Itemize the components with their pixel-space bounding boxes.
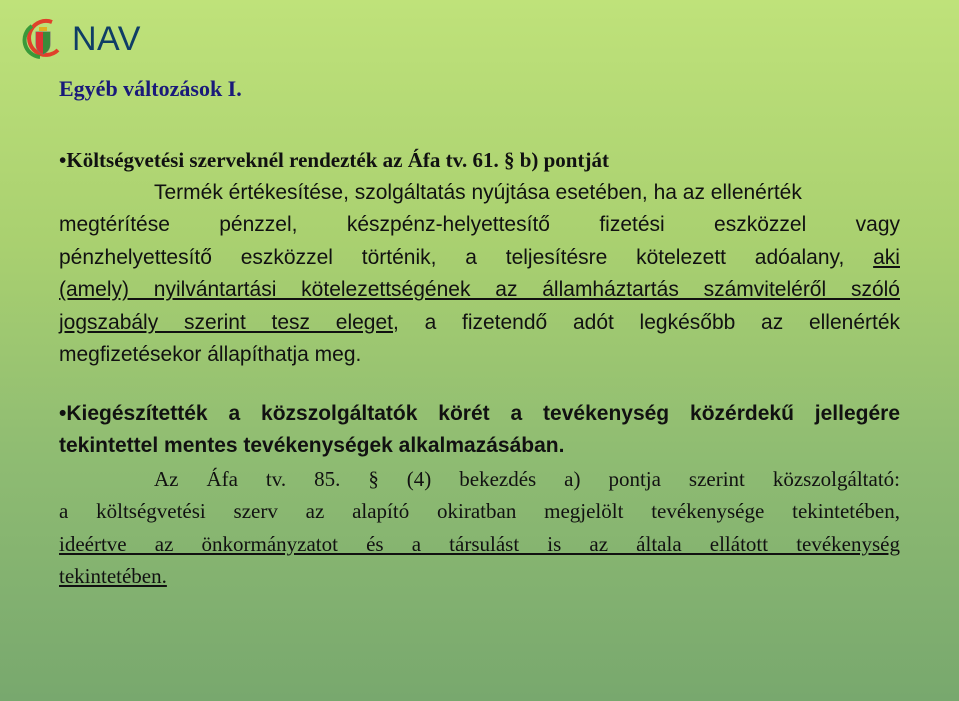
page-title: Egyéb változások I. [59, 76, 242, 101]
text-line: Termék értékesítése, szolgáltatás nyújtása esetében, ha az ellenérték [154, 180, 802, 204]
text-span: pénzhelyettesítő eszközzel történik, a teljesítésre kötelezett adóalany, [59, 245, 845, 269]
bullet: • [59, 401, 67, 425]
text-line [59, 242, 900, 275]
bullet: • [59, 148, 67, 172]
paragraph-2-heading [59, 398, 900, 431]
underlined-text: aki [873, 245, 900, 269]
paragraph-1-heading [59, 144, 900, 177]
text-line: Az Áfa tv. 85. § (4) bekezdés a) pontja szerint közszolgáltató: [154, 466, 900, 491]
underlined-text: jogszabály szerint tesz eleget [59, 310, 394, 334]
text-span: , a fizetendő adót legkésőbb az ellenérték [393, 310, 900, 334]
slide-body [59, 144, 900, 593]
text-line: a költségvetési szerv az alapító okiratban megjelölt tevékenysége tekintetében, [59, 499, 900, 523]
nav-emblem-icon [22, 16, 64, 62]
text-line: (amely) nyilvántartási kötelezettségének az államháztartás számviteléről szóló [59, 278, 900, 301]
heading-text: Költségvetési szerveknél rendezték az Áfa tv. 61. § b) pontját [66, 148, 609, 172]
text-line: megfizetésekor állapíthatja meg. [59, 343, 362, 366]
heading-line: tekintettel mentes tevékenységek alkalmazásában. [59, 434, 565, 457]
heading-text: Kiegészítették a közszolgáltatók körét a tevékenység közérdekű jellegére [66, 401, 900, 425]
text-line: megtérítése pénzzel, készpénz-helyettesítő fizetési eszközzel vagy [59, 213, 900, 236]
text-line: tekintetében. [59, 564, 167, 588]
text-line: ideértve az önkormányzatot és a társulást is az általa ellátott tevékenység [59, 531, 900, 556]
text-line [59, 307, 900, 340]
nav-logo [22, 14, 141, 64]
logo-text: NAV [72, 19, 141, 58]
